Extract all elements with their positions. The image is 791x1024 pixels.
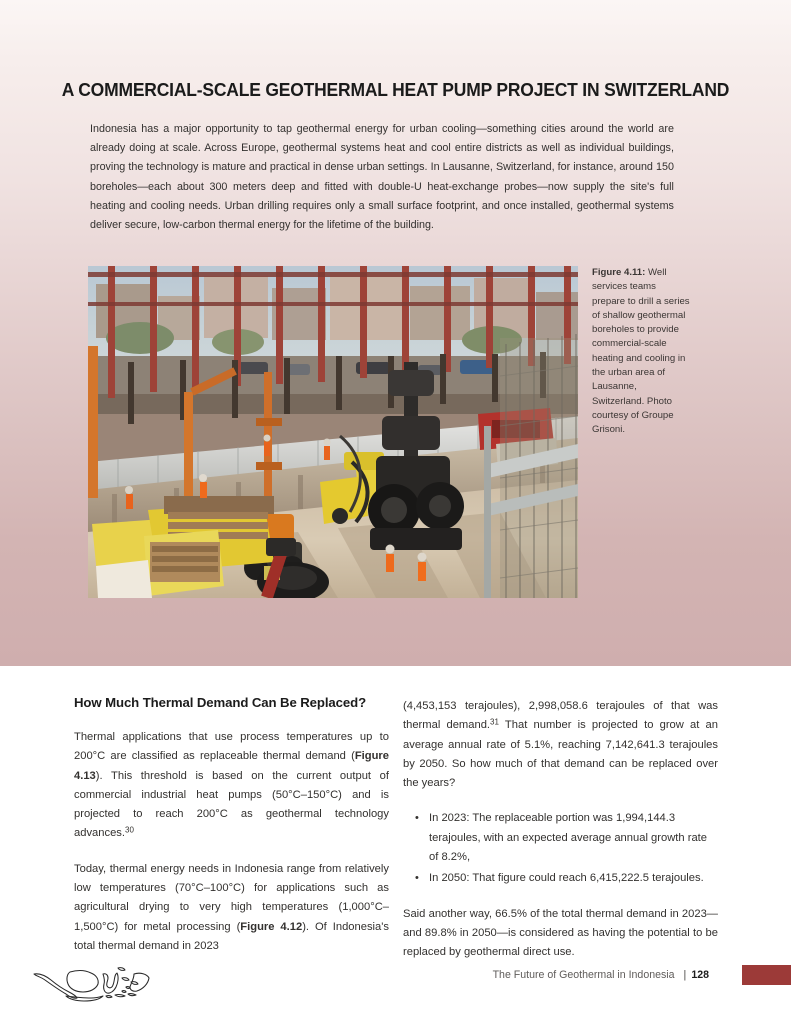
left-paragraph-1-part-2: ). This threshold is based on the current output of commercial industrial heat pumps (50°C–150°C) and is projected to reach 200°C as geothermal technology advances.: [74, 769, 389, 840]
indonesia-archipelago-icon: [30, 966, 150, 1008]
left-paragraph-2-part-2: ). Of Indonesia's total thermal demand in 2023: [74, 920, 389, 952]
replaceable-demand-bullet-list: [403, 809, 718, 888]
footnote-marker-30: 30: [125, 826, 134, 836]
figure-caption-label: Figure 4.11:: [592, 267, 646, 278]
list-item-text: In 2050: That figure could reach 6,415,222.5 terajoules.: [429, 872, 704, 885]
left-paragraph-1: [74, 728, 389, 844]
right-paragraph-2: Said another way, 66.5% of the total thermal demand in 2023—and 89.8% in 2050—is considered as having the potential to be replaced by geothermal direct use.: [403, 907, 718, 959]
figure-caption: [592, 266, 690, 438]
left-paragraph-2: [74, 860, 389, 956]
right-paragraph-1-part-2: That number is projected to grow at an average annual rate of 5.1%, reaching 7,142,641.3 terajoules by 2050. So how much of that demand can be replaced over the years?: [403, 719, 718, 790]
footnote-marker-31: 31: [490, 717, 499, 727]
footer-separator: |: [683, 969, 687, 981]
footer-accent-bar: [742, 965, 791, 985]
indonesia-map-logo: [30, 966, 150, 1008]
intro-paragraph: Indonesia has a major opportunity to tap geothermal energy for urban cooling—something cities around the world are already doing at scale. Across Europe, geothermal systems heat and cool entire districts as well as individual buildings, proving the technology is mature and practical in dense urban settings. In Lausanne, Switzerland, for instance, around 150 boreholes—each about 300 meters deep and fitted with double-U heat-exchange probes—now supply the site's full heating and cooling needs. Urban drilling requires only a small surface footprint, and once installed, geothermal systems deliver secure, low-carbon thermal energy for the lifetime of the building.: [90, 123, 674, 232]
list-item-text: In 2023: The replaceable portion was 1,994,144.3 terajoules, with an expected average annual growth rate of 8.2%,: [429, 812, 707, 864]
left-paragraph-2-part-1: Today, thermal energy needs in Indonesia range from relatively low temperatures (70°C–100°C) for applications such as agricultural drying to very high temperatures (1,000°C–1,500°C) for metal processing (: [74, 862, 389, 933]
figure-photo: [88, 266, 578, 598]
bullet-icon: •: [415, 872, 419, 885]
construction-site-photo-illustration: [88, 266, 578, 598]
right-paragraph-1: [403, 697, 718, 793]
page-number: 128: [691, 969, 709, 981]
left-text-column: [74, 694, 389, 956]
list-item: [415, 869, 718, 888]
section-heading: How Much Thermal Demand Can Be Replaced?: [74, 695, 367, 710]
figure-4-13-reference: Figure 4.13: [74, 750, 389, 782]
footer: [493, 969, 709, 981]
figure-caption-text: Well services teams prepare to drill a series of shallow geothermal boreholes to provide commercial-scale heating and cooling in the urban area of Lausanne, Switzerland. Photo courtesy of Groupe Grisoni.: [592, 267, 690, 436]
bullet-icon: •: [415, 812, 419, 825]
right-paragraph-1-part-1: (4,453,153 terajoules), 2,998,058.6 terajoules of that was thermal demand.: [403, 700, 718, 732]
figure-4-12-reference: Figure 4.12: [240, 920, 303, 933]
left-paragraph-1-part-1: Thermal applications that use process temperatures up to 200°C are classified as replaceable thermal demand (: [74, 731, 389, 763]
right-text-column: [403, 697, 718, 963]
list-item: [415, 809, 718, 867]
footer-book-title: The Future of Geothermal in Indonesia: [492, 969, 675, 981]
page-title: A COMMERCIAL-SCALE GEOTHERMAL HEAT PUMP PROJECT IN SWITZERLAND: [61, 79, 730, 100]
